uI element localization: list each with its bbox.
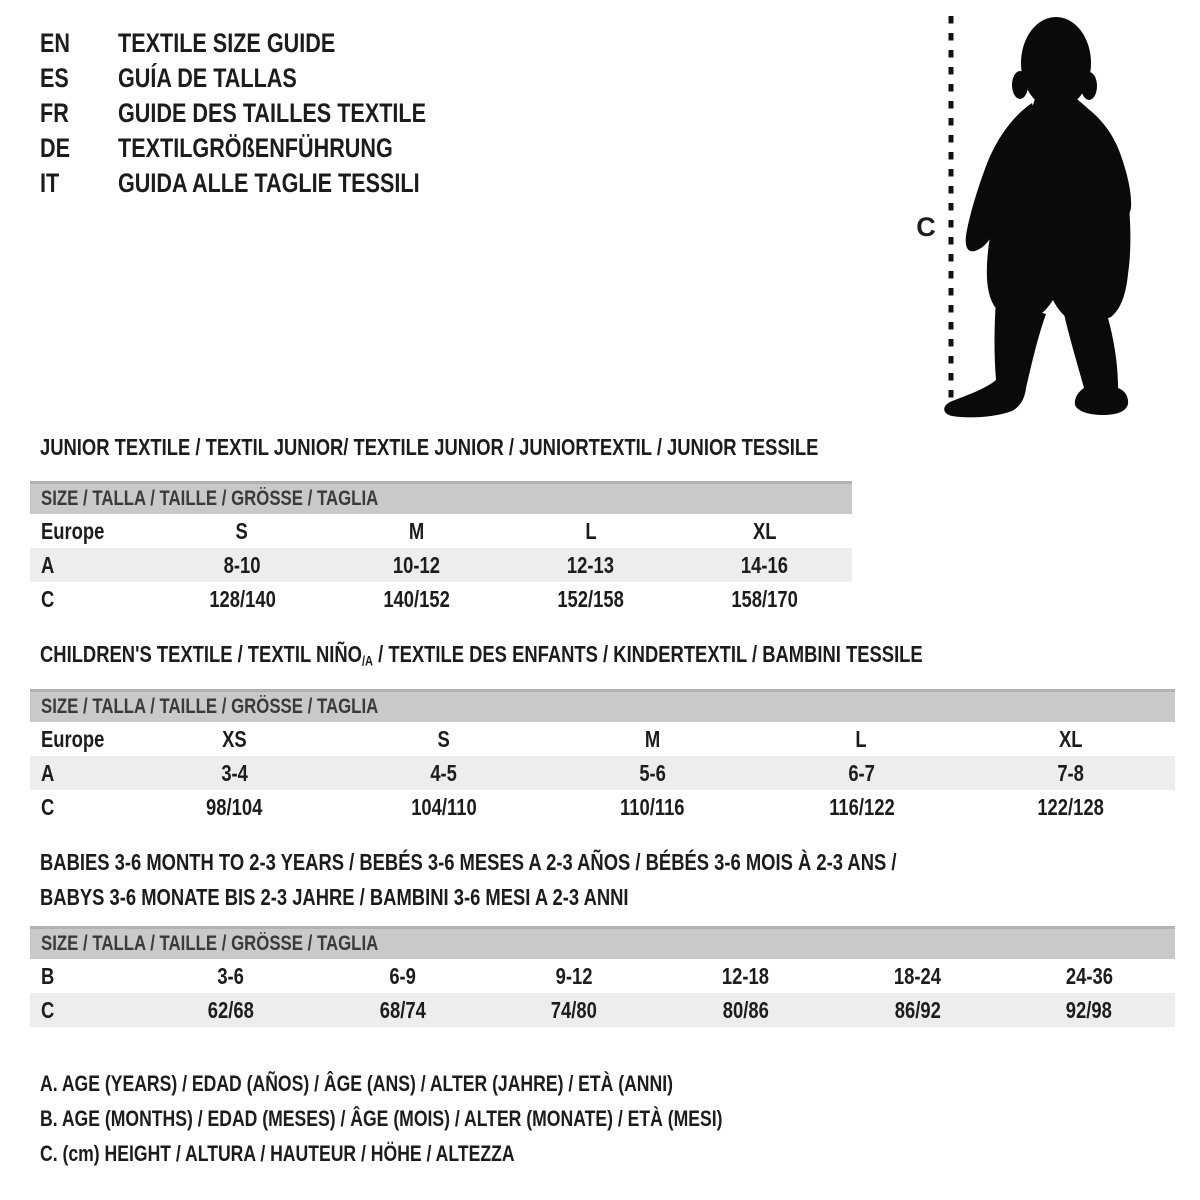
lang-label: TEXTILE SIZE GUIDE bbox=[118, 28, 336, 58]
size-header-text: SIZE / TALLA / TAILLE / GRÖSSE / TAGLIA bbox=[41, 487, 379, 510]
table-cell bbox=[317, 997, 489, 1024]
lang-code: ES bbox=[40, 63, 69, 93]
cell-text: M bbox=[644, 725, 661, 752]
table-row bbox=[30, 548, 852, 582]
silhouette-ear-right bbox=[1081, 72, 1097, 100]
cell-text: 6-7 bbox=[848, 759, 875, 786]
table-cell bbox=[678, 586, 852, 613]
children-size-header-bar bbox=[30, 689, 1175, 722]
toddler-silhouette-shapes bbox=[944, 17, 1131, 417]
cell-text: 152/158 bbox=[557, 585, 624, 612]
table-cell bbox=[145, 963, 317, 990]
lang-row-it bbox=[40, 166, 503, 201]
cell-text: 9-12 bbox=[555, 962, 593, 989]
silhouette-leg-right bbox=[1064, 314, 1128, 415]
table-cell bbox=[317, 963, 489, 990]
table-cell bbox=[130, 726, 339, 753]
row-label bbox=[30, 518, 155, 545]
cell-text: 74/80 bbox=[551, 996, 598, 1023]
row-label bbox=[30, 760, 130, 787]
babies-size-header-bar bbox=[30, 926, 1175, 959]
footnote-b bbox=[40, 1101, 893, 1136]
cell-text: 140/152 bbox=[383, 585, 450, 612]
table-cell bbox=[832, 963, 1004, 990]
row-label bbox=[30, 552, 155, 579]
table-cell bbox=[757, 794, 966, 821]
table-cell bbox=[1003, 997, 1175, 1024]
cell-text: 62/68 bbox=[207, 996, 254, 1023]
junior-size-table bbox=[30, 481, 852, 616]
row-label-text: A bbox=[41, 759, 55, 786]
table-cell bbox=[1003, 963, 1175, 990]
table-cell bbox=[757, 726, 966, 753]
table-cell bbox=[329, 586, 503, 613]
babies-section-title-line1 bbox=[40, 849, 1111, 875]
children-title-subscript: /A bbox=[361, 653, 374, 669]
lang-row-es bbox=[40, 61, 503, 96]
table-cell bbox=[504, 586, 678, 613]
table-cell bbox=[678, 552, 852, 579]
lang-code: EN bbox=[40, 28, 71, 58]
measure-label-c: C bbox=[916, 212, 936, 242]
cell-text: XL bbox=[753, 517, 777, 544]
table-cell bbox=[155, 518, 329, 545]
table-cell bbox=[329, 518, 503, 545]
table-cell bbox=[548, 794, 757, 821]
size-header-text: SIZE / TALLA / TAILLE / GRÖSSE / TAGLIA bbox=[41, 695, 379, 718]
row-label bbox=[30, 997, 145, 1024]
lang-label: GUÍA DE TALLAS bbox=[118, 63, 297, 93]
cell-text: 18-24 bbox=[893, 962, 942, 989]
footnote-c bbox=[40, 1136, 893, 1171]
row-label-text: C bbox=[41, 996, 55, 1023]
table-cell bbox=[548, 760, 757, 787]
language-header bbox=[40, 26, 503, 201]
row-label bbox=[30, 726, 130, 753]
row-label-text: Europe bbox=[41, 725, 105, 752]
silhouette-head bbox=[1021, 17, 1091, 109]
table-cell bbox=[678, 518, 852, 545]
lang-label: GUIDA ALLE TAGLIE TESSILI bbox=[118, 168, 420, 198]
row-label-text: C bbox=[41, 793, 55, 820]
cell-text: M bbox=[408, 517, 425, 544]
table-cell bbox=[130, 760, 339, 787]
silhouette-leg-left bbox=[944, 300, 1046, 417]
table-cell bbox=[488, 963, 660, 990]
row-label-text: A bbox=[41, 551, 55, 578]
lang-row-fr bbox=[40, 96, 503, 131]
cell-text: 68/74 bbox=[379, 996, 426, 1023]
cell-text: 10-12 bbox=[392, 551, 440, 578]
babies-title-line2-text: BABYS 3-6 MONATE BIS 2-3 JAHRE / BAMBINI 3-6 MESI A 2-3 ANNI bbox=[40, 884, 629, 910]
cell-text: S bbox=[437, 725, 450, 752]
table-row bbox=[30, 993, 1175, 1027]
table-cell bbox=[504, 552, 678, 579]
table-cell bbox=[832, 997, 1004, 1024]
babies-size-table bbox=[30, 926, 1175, 1027]
footnote-a-text: A. AGE (YEARS) / EDAD (AÑOS) / ÂGE (ANS) / ALTER (JAHRE) / ETÀ (ANNI) bbox=[40, 1070, 673, 1096]
babies-title-line1-text: BABIES 3-6 MONTH TO 2-3 YEARS / BEBÉS 3-6 MESES A 2-3 AÑOS / BÉBÉS 3-6 MOIS À 2-3 ANS / bbox=[40, 849, 897, 875]
table-cell bbox=[504, 518, 678, 545]
cell-text: 14-16 bbox=[741, 551, 789, 578]
table-row bbox=[30, 514, 852, 548]
lang-label: TEXTILGRÖßENFÜHRUNG bbox=[118, 133, 393, 163]
row-label bbox=[30, 586, 155, 613]
table-cell bbox=[757, 760, 966, 787]
table-cell bbox=[329, 552, 503, 579]
row-label-text: B bbox=[41, 962, 55, 989]
cell-text: 128/140 bbox=[208, 585, 276, 612]
lang-code: FR bbox=[40, 98, 69, 128]
children-size-table bbox=[30, 689, 1175, 824]
row-label bbox=[30, 794, 130, 821]
footnote-c-text: C. (cm) HEIGHT / ALTURA / HAUTEUR / HÖHE / ALTEZZA bbox=[40, 1140, 515, 1166]
table-row bbox=[30, 722, 1175, 756]
cell-text: 24-36 bbox=[1065, 962, 1113, 989]
cell-text: 104/110 bbox=[410, 793, 477, 820]
cell-text: 86/92 bbox=[894, 996, 941, 1023]
table-cell bbox=[660, 963, 832, 990]
cell-text: 5-6 bbox=[639, 759, 666, 786]
table-cell bbox=[130, 794, 339, 821]
table-cell bbox=[155, 552, 329, 579]
row-label-text: Europe bbox=[41, 517, 105, 544]
row-label-text: C bbox=[41, 585, 55, 612]
footnotes bbox=[40, 1066, 893, 1171]
row-label bbox=[30, 963, 145, 990]
footnote-a bbox=[40, 1066, 893, 1101]
table-cell bbox=[660, 997, 832, 1024]
cell-text: L bbox=[855, 725, 868, 752]
lang-code: IT bbox=[40, 168, 60, 198]
table-row bbox=[30, 756, 1175, 790]
cell-text: 80/86 bbox=[722, 996, 769, 1023]
cell-text: 6-9 bbox=[389, 962, 416, 989]
table-cell bbox=[966, 760, 1175, 787]
junior-size-header-bar bbox=[30, 481, 852, 514]
table-cell bbox=[339, 760, 548, 787]
size-header-text: SIZE / TALLA / TAILLE / GRÖSSE / TAGLIA bbox=[41, 932, 379, 955]
cell-text: 7-8 bbox=[1057, 759, 1084, 786]
table-cell bbox=[339, 794, 548, 821]
cell-text: 4-5 bbox=[430, 759, 457, 786]
cell-text: XL bbox=[1058, 725, 1083, 752]
table-row bbox=[30, 790, 1175, 824]
table-cell bbox=[155, 586, 329, 613]
children-section-title bbox=[40, 641, 1143, 674]
children-title-suffix: / TEXTILE DES ENFANTS / KINDERTEXTIL / BAMBINI TESSILE bbox=[373, 641, 923, 667]
junior-section-title-text: JUNIOR TEXTILE / TEXTIL JUNIOR/ TEXTILE JUNIOR / JUNIORTEXTIL / JUNIOR TESSILE bbox=[40, 434, 819, 460]
lang-code: DE bbox=[40, 133, 71, 163]
lang-label: GUIDE DES TAILLES TEXTILE bbox=[118, 98, 427, 128]
cell-text: 122/128 bbox=[1037, 793, 1104, 820]
cell-text: XS bbox=[222, 725, 247, 752]
cell-text: 3-4 bbox=[221, 759, 248, 786]
cell-text: 158/170 bbox=[731, 585, 799, 612]
cell-text: L bbox=[585, 517, 597, 544]
table-cell bbox=[145, 997, 317, 1024]
cell-text: 12-13 bbox=[567, 551, 615, 578]
cell-text: 98/104 bbox=[206, 793, 263, 820]
cell-text: 116/122 bbox=[828, 793, 895, 820]
children-section-title-text bbox=[40, 641, 923, 674]
table-cell bbox=[966, 726, 1175, 753]
cell-text: 12-18 bbox=[722, 962, 770, 989]
cell-text: S bbox=[235, 517, 249, 544]
junior-section-title bbox=[40, 434, 1013, 460]
table-cell bbox=[548, 726, 757, 753]
babies-section-title-line2 bbox=[40, 884, 776, 910]
children-title-prefix: CHILDREN'S TEXTILE / TEXTIL NIÑO bbox=[40, 641, 362, 667]
cell-text: 92/98 bbox=[1066, 996, 1113, 1023]
cell-text: 8-10 bbox=[223, 551, 261, 578]
lang-row-en bbox=[40, 26, 503, 61]
table-cell bbox=[966, 794, 1175, 821]
cell-text: 3-6 bbox=[217, 962, 245, 989]
table-row bbox=[30, 959, 1175, 993]
table-cell bbox=[488, 997, 660, 1024]
footnote-b-text: B. AGE (MONTHS) / EDAD (MESES) / ÂGE (MOIS) / ALTER (MONATE) / ETÀ (MESI) bbox=[40, 1105, 723, 1131]
silhouette-ear-left bbox=[1012, 71, 1028, 99]
figure-baby-height bbox=[890, 0, 1170, 440]
lang-row-de bbox=[40, 131, 503, 166]
cell-text: 110/116 bbox=[620, 793, 685, 820]
table-cell bbox=[339, 726, 548, 753]
table-row bbox=[30, 582, 852, 616]
